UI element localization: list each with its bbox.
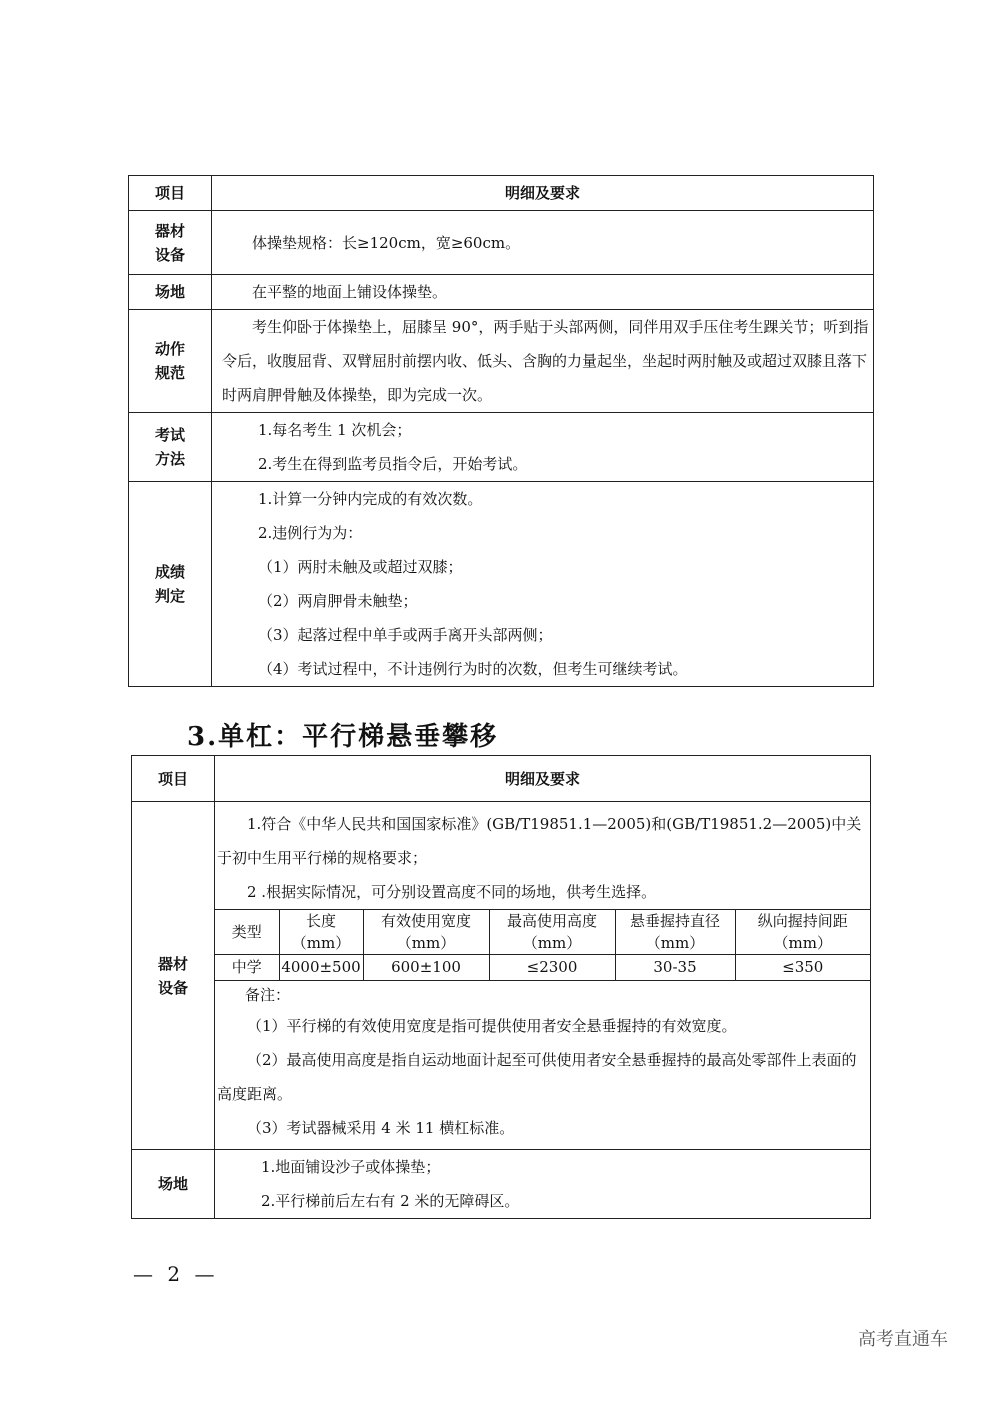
header-detail: 明细及要求 [215,756,871,802]
venue-label: 场地 [129,275,212,310]
equipment-label: 器材 设备 [129,211,212,275]
spec-cell: 中学 [215,954,279,980]
list-item: 1.计算一分钟内完成的有效次数。 [258,490,483,508]
page-number: — 2 — [133,1262,219,1286]
list-item: 2.平行梯前后左右有 2 米的无障碍区。 [261,1192,520,1210]
header-item: 项目 [129,176,212,211]
venue-text [215,1150,871,1219]
header-item: 项目 [132,756,215,802]
equipment-para2: 2 .根据实际情况，可分别设置高度不同的场地，供考生选择。 [247,882,657,901]
venue-label: 场地 [132,1150,215,1219]
action-row [129,310,874,413]
spec-cell: ≤350 [735,954,870,980]
spec-header-type: 类型 [215,909,279,954]
spec-header-height: 最高使用高度 （mm） [489,909,615,954]
method-row [129,413,874,482]
spec-header-spacing: 纵向握持间距 （mm） [735,909,870,954]
scoring-label: 成绩 判定 [129,482,212,687]
spec-table [215,909,870,981]
spec-cell: 600±100 [363,954,489,980]
equipment-label: 器材 设备 [132,802,215,1150]
list-item: （3）起落过程中单手或两手离开头部两侧； [258,626,553,644]
section-title: 3.单杠：平行梯悬垂攀移 [187,722,499,752]
list-item: 1.地面铺设沙子或体操垫； [261,1158,441,1176]
venue-text: 在平整的地面上铺设体操垫。 [212,275,874,310]
note-item: （3）考试器械采用 4 米 11 横杠标准。 [247,1118,515,1137]
note-item: （1）平行梯的有效使用宽度是指可提供使用者安全悬垂握持的有效宽度。 [247,1016,737,1035]
watermark: 高考直通车 [858,1329,948,1350]
equipment-row [129,211,874,275]
action-label: 动作 规范 [129,310,212,413]
equipment-text: 体操垫规格：长≥120cm，宽≥60cm。 [212,211,874,275]
spec-header-width: 有效使用宽度 （mm） [363,909,489,954]
list-item: （2）两肩胛骨未触垫； [258,592,418,610]
spec-header-diameter: 悬垂握持直径 （mm） [615,909,735,954]
spec-header-length: 长度 （mm） [279,909,363,954]
list-item: 1.每名考生 1 次机会； [258,421,412,439]
spec-cell: ≤2300 [489,954,615,980]
table-header-row [132,756,871,802]
note-item: （2）最高使用高度是指自运动地面计起至可供使用者安全悬垂握持的最高处零部件上表面的高度距离。 [217,1050,857,1103]
venue-row [129,275,874,310]
method-text [212,413,874,482]
list-item: （4）考试过程中，不计违例行为时的次数，但考生可继续考试。 [258,660,688,678]
method-label: 考试 方法 [129,413,212,482]
scoring-text [212,482,874,687]
list-item: 2.考生在得到监考员指令后，开始考试。 [258,455,528,473]
list-item: 2.违例行为为： [258,524,363,542]
spec-cell: 4000±500 [279,954,363,980]
equipment-content [215,802,871,1150]
table-header-row [129,176,874,211]
table-parallel-ladder [131,755,871,1219]
list-item: （1）两肘未触及或超过双膝； [258,558,463,576]
header-detail: 明细及要求 [212,176,874,211]
table-sit-ups [128,175,874,687]
scoring-row [129,482,874,687]
equipment-row [132,802,871,1150]
spec-row [215,954,870,980]
venue-row [132,1150,871,1219]
note-title: 备注： [245,985,291,1004]
equipment-para1: 1.符合《中华人民共和国国家标准》(GB/T19851.1—2005)和(GB/T19851.2—2005)中关于初中生用平行梯的规格要求； [217,814,862,867]
action-text: 考生仰卧于体操垫上，屈膝呈 90°，两手贴于头部两侧，同伴用双手压住考生踝关节；听到指令后，收腹屈背、双臂屈肘前摆内收、低头、含胸的力量起坐，坐起时两肘触及或超过双膝且落下时两肩胛骨触及体操垫，即为完成一次。 [212,310,874,413]
spec-cell: 30-35 [615,954,735,980]
spec-header-row [215,909,870,954]
